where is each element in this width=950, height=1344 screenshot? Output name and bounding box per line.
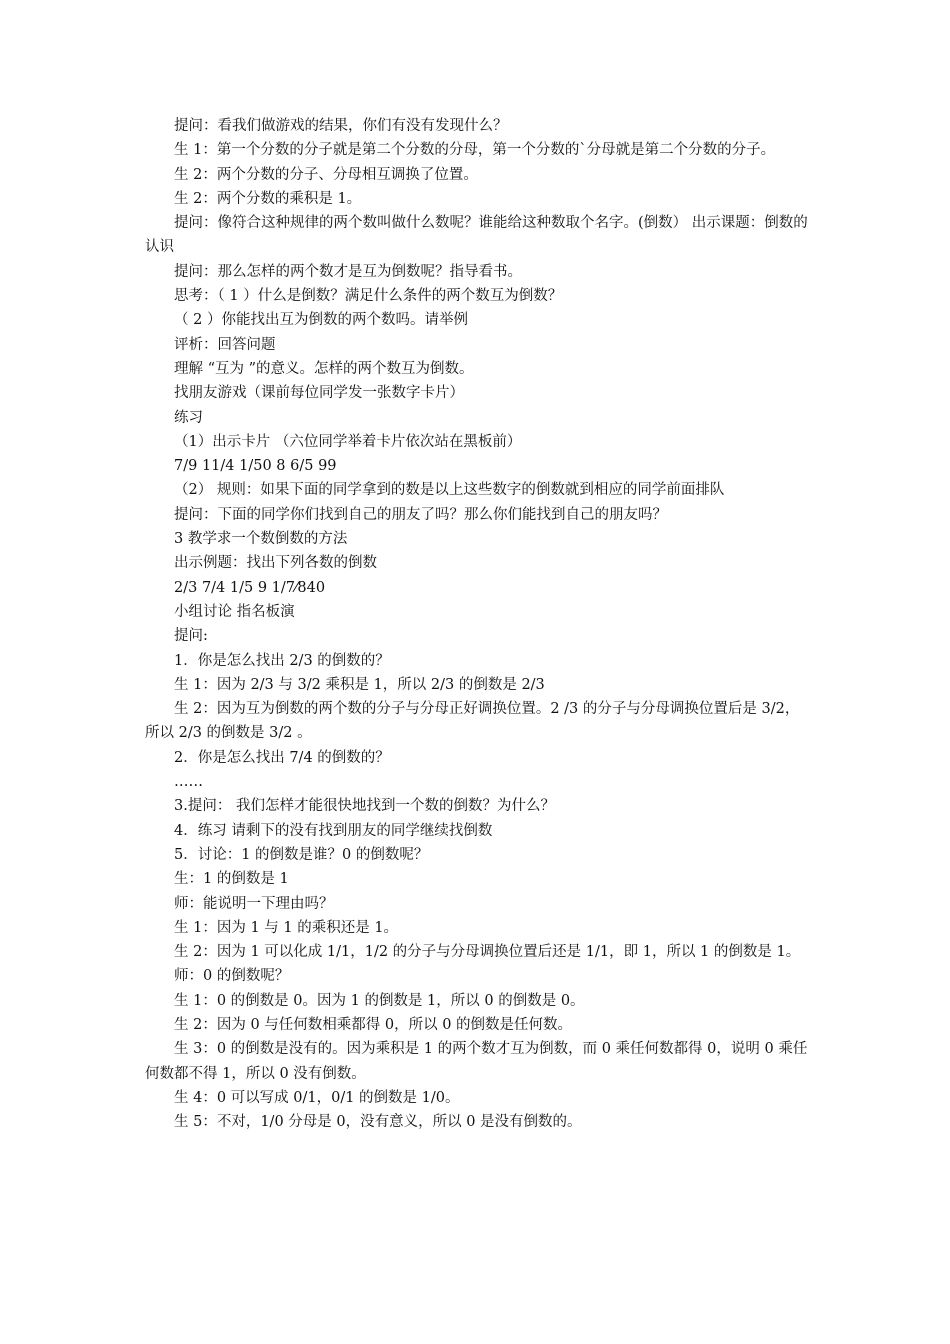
paragraph: 评析：回答问题 xyxy=(174,336,276,353)
paragraph: 2/3 7/4 1/5 9 1/7⁄840 xyxy=(174,579,326,596)
paragraph: 理解 “互为 ”的意义。怎样的两个数互为倒数。 xyxy=(174,360,474,377)
paragraph: 提问：看我们做游戏的结果，你们有没有发现什么？ xyxy=(174,118,508,134)
paragraph: 生 3：0 的倒数是没有的。因为乘积是 1 的两个数才互为倒数，而 0 乘任何数都得 0，说明 0 乘任何数都不得 1，所以 0 没有倒数。 xyxy=(145,1041,808,1082)
paragraph: （2） 规则：如果下面的同学拿到的数是以上这些数字的倒数就到相应的同学前面排队 xyxy=(174,482,725,499)
paragraph: 找朋友游戏（课前每位同学发一张数字卡片） xyxy=(174,385,464,402)
paragraph: 1．你是怎么找出 2/3 的倒数的？ xyxy=(174,652,390,669)
paragraph: 提问：下面的同学你们找到自己的朋友了吗？那么你们能找到自己的朋友吗？ xyxy=(174,506,667,523)
paragraph: 生 4：0 可以写成 0/1，0/1 的倒数是 1/0。 xyxy=(174,1089,460,1106)
paragraph: 生 1：第一个分数的分子就是第二个分数的分母，第一个分数的`分母就是第二个分数的分子。 xyxy=(174,142,776,159)
paragraph: 生 5：不对，1/0 分母是 0，没有意义，所以 0 是没有倒数的。 xyxy=(174,1114,582,1131)
paragraph: 生 2：两个分数的分子、分母相互调换了位置。 xyxy=(174,166,478,183)
paragraph: （ 2 ）你能找出互为倒数的两个数吗。请举例 xyxy=(174,312,468,329)
paragraph: 练习 xyxy=(174,409,203,426)
paragraph: 生 1：0 的倒数是 0。因为 1 的倒数是 1，所以 0 的倒数是 0。 xyxy=(174,992,585,1009)
paragraph: （1）出示卡片 （六位同学举着卡片依次站在黑板前） xyxy=(174,433,522,450)
paragraph: 生 1：因为 1 与 1 的乘积还是 1。 xyxy=(174,919,399,936)
paragraph: 生 2：因为 0 与任何数相乘都得 0，所以 0 的倒数是任何数。 xyxy=(174,1016,573,1033)
paragraph: 5．讨论：1 的倒数是谁？0 的倒数呢？ xyxy=(174,846,429,863)
paragraph: 出示例题：找出下列各数的倒数 xyxy=(174,555,377,572)
document-body xyxy=(145,114,811,1134)
paragraph: 师：能说明一下理由吗？ xyxy=(174,895,334,912)
paragraph: 思考：（ 1 ）什么是倒数？满足什么条件的两个数互为倒数？ xyxy=(174,288,563,305)
paragraph: 生：1 的倒数是 1 xyxy=(174,871,289,888)
paragraph: 3.提问： 我们怎样才能很快地找到一个数的倒数？为什么？ xyxy=(174,798,555,815)
paragraph: 师：0 的倒数呢？ xyxy=(174,968,290,985)
paragraph: 提问: xyxy=(174,628,208,645)
paragraph: 小组讨论 指名板演 xyxy=(174,603,295,620)
paragraph: …… xyxy=(174,774,203,791)
paragraph: 生 2：因为 1 可以化成 1/1，1/2 的分子与分母调换位置后还是 1/1，即 1，所以 1 的倒数是 1。 xyxy=(174,944,801,961)
paragraph: 生 2：两个分数的乘积是 1。 xyxy=(174,190,362,207)
paragraph: 7/9 11/4 1/50 8 6/5 99 xyxy=(174,458,337,475)
paragraph: 提问：像符合这种规律的两个数叫做什么数呢？谁能给这种数取个名字。(倒数） 出示课题：倒数的认识 xyxy=(145,215,808,256)
paragraph: 生 2：因为互为倒数的两个数的分子与分母正好调换位置。2 /3 的分子与分母调换位置后是 3/2，所以 2/3 的倒数是 3/2 。 xyxy=(145,701,800,742)
paragraph: 生 1：因为 2/3 与 3/2 乘积是 1，所以 2/3 的倒数是 2/3 xyxy=(174,676,545,693)
paragraph: 4．练习 请剩下的没有找到朋友的同学继续找倒数 xyxy=(174,822,493,839)
paragraph: 提问：那么怎样的两个数才是互为倒数呢？指导看书。 xyxy=(174,263,522,280)
paragraph: 3 教学求一个数倒数的方法 xyxy=(174,531,348,548)
paragraph: 2．你是怎么找出 7/4 的倒数的？ xyxy=(174,749,390,766)
